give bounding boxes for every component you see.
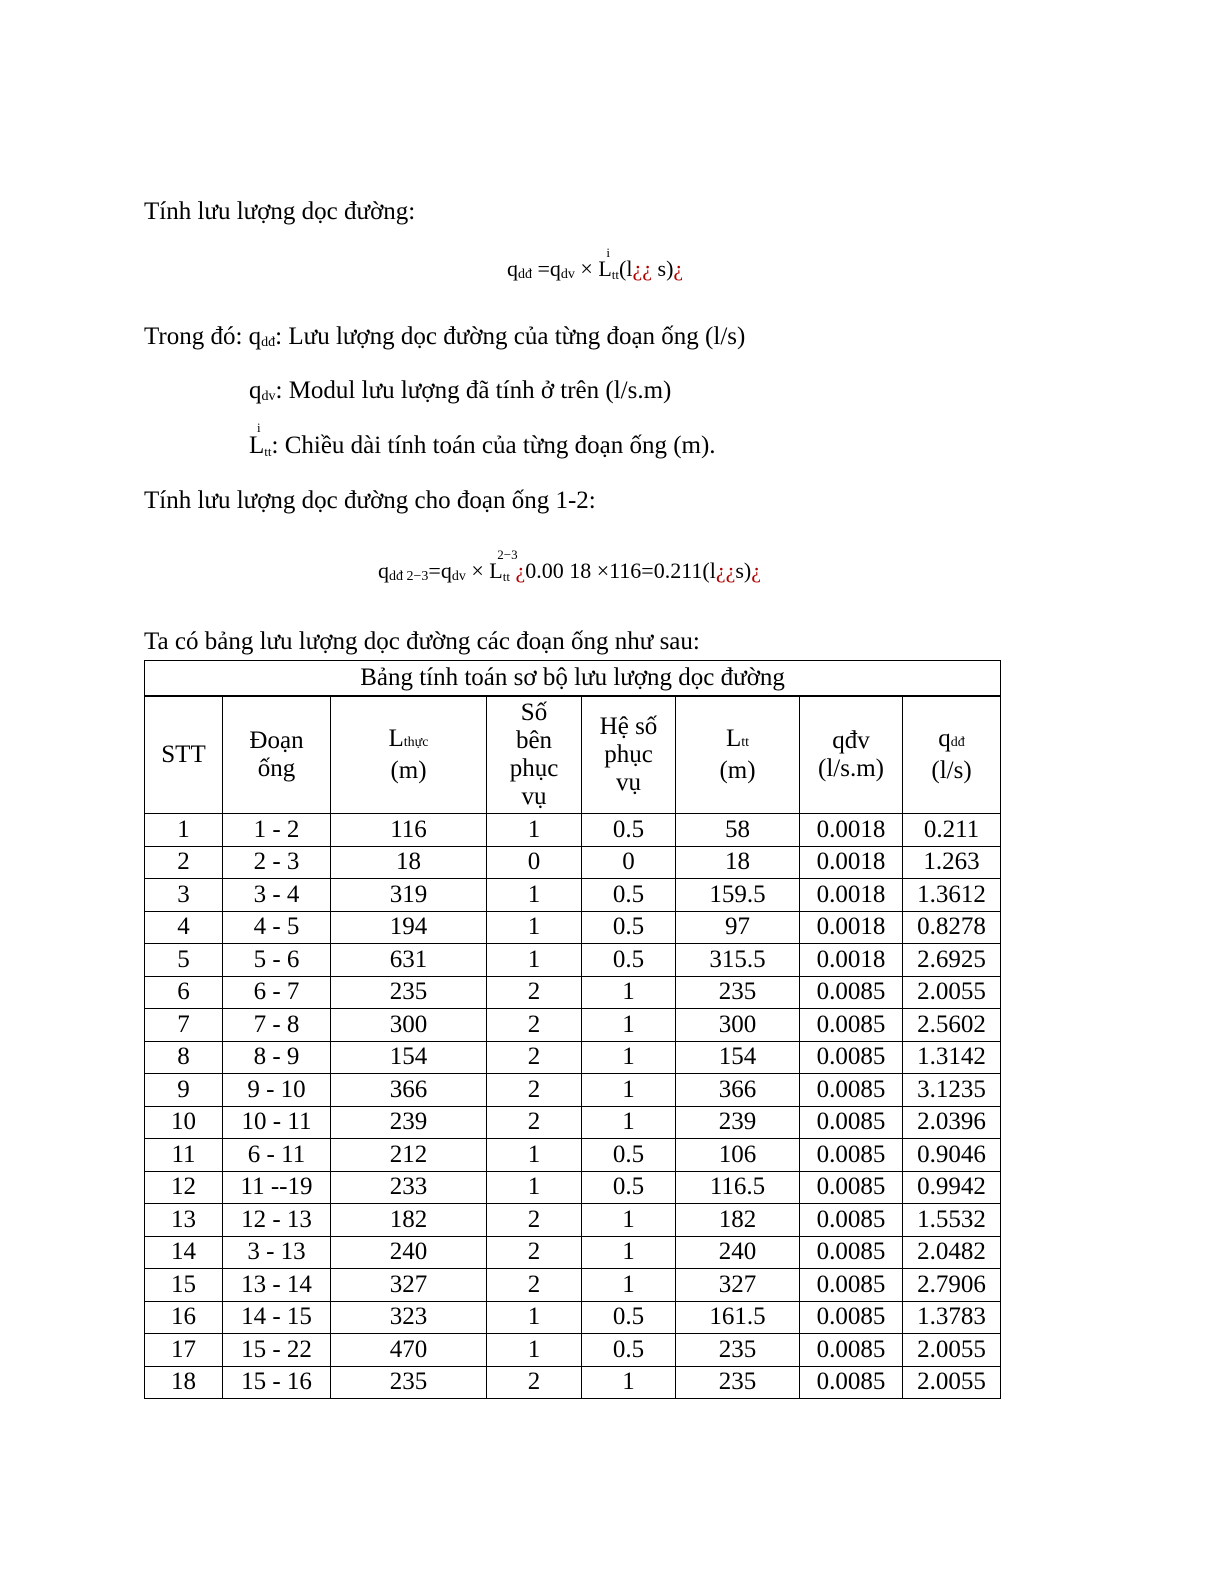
formula2-calc: 0.00 18 ×116=0.211(l [525,558,716,583]
header-ltt-unit: (m) [719,757,756,784]
legend-L [249,420,272,459]
cell-so-ben: 0 [487,846,582,879]
cell-stt: 1 [145,814,223,847]
table-row [145,1074,1001,1107]
cell-he-so: 0.5 [582,911,676,944]
cell-he-so: 0.5 [582,1334,676,1367]
cell-lthuc: 327 [331,1269,487,1302]
table-row [145,846,1001,879]
cell-ltt: 235 [676,976,800,1009]
header-lthuc-sub: thực [403,735,429,750]
formula2-sub-dd: dđ 2−3 [389,569,429,584]
cell-doan: 14 - 15 [223,1301,331,1334]
legend-L-sub: tt [264,444,272,459]
table-row [145,944,1001,977]
cell-qdv: 0.0018 [800,944,903,977]
table-row [145,1269,1001,1302]
header-soben-4: vụ [521,783,547,810]
heading-doan-1-2: Tính lưu lượng dọc đường cho đoạn ống 1-2: [144,487,596,514]
cell-he-so: 0.5 [582,814,676,847]
header-lthuc-unit: (m) [390,757,427,784]
formula2-junk-3: ¿ [751,558,762,583]
cell-he-so: 1 [582,1269,676,1302]
cell-qdv: 0.0018 [800,846,903,879]
cell-stt: 18 [145,1366,223,1399]
cell-doan: 5 - 6 [223,944,331,977]
cell-stt: 12 [145,1171,223,1204]
table-row [145,1334,1001,1367]
cell-stt: 14 [145,1236,223,1269]
header-soben-2: bên [515,727,553,754]
formula2-L-letter: L [489,558,503,583]
cell-so-ben: 2 [487,1074,582,1107]
cell-stt: 4 [145,911,223,944]
cell-doan: 15 - 16 [223,1366,331,1399]
header-doan-2: ống [257,755,296,782]
header-qdv [800,696,903,814]
cell-so-ben: 1 [487,879,582,912]
formula-s: s) [652,256,674,281]
cell-qdv: 0.0085 [800,1009,903,1042]
cell-doan: 15 - 22 [223,1334,331,1367]
table-row [145,879,1001,912]
cell-ltt: 154 [676,1041,800,1074]
cell-so-ben: 1 [487,1334,582,1367]
cell-ltt: 239 [676,1106,800,1139]
cell-stt: 16 [145,1301,223,1334]
cell-lthuc: 212 [331,1139,487,1172]
cell-doan: 12 - 13 [223,1204,331,1237]
table-row [145,1204,1001,1237]
header-qdd-sub: dđ [950,735,965,750]
cell-so-ben: 2 [487,1009,582,1042]
cell-he-so: 0.5 [582,1171,676,1204]
cell-doan: 4 - 5 [223,911,331,944]
cell-he-so: 1 [582,1204,676,1237]
header-qdd-q: q [938,725,951,752]
cell-he-so: 1 [582,1041,676,1074]
header-ltt-sub: tt [741,735,750,750]
header-lthuc-L: L [388,725,404,752]
flow-table [144,660,1001,1399]
cell-lthuc: 182 [331,1204,487,1237]
cell-doan: 13 - 14 [223,1269,331,1302]
formula-qdd-2-3 [378,547,762,584]
cell-lthuc: 323 [331,1301,487,1334]
formula-sub-dv: dv [560,267,575,282]
legend-dv-q: q [249,377,262,404]
cell-doan: 2 - 3 [223,846,331,879]
cell-lthuc: 235 [331,1366,487,1399]
cell-ltt: 159.5 [676,879,800,912]
cell-so-ben: 1 [487,911,582,944]
header-qdd-unit: (l/s) [931,757,972,784]
cell-ltt: 315.5 [676,944,800,977]
formula-qdd [507,245,684,282]
cell-ltt: 18 [676,846,800,879]
header-soben-3: phục [509,755,559,782]
cell-he-so: 1 [582,1106,676,1139]
cell-qdd: 2.0396 [903,1106,1001,1139]
cell-lthuc: 240 [331,1236,487,1269]
cell-qdd: 1.263 [903,846,1001,879]
table-row [145,1366,1001,1399]
cell-stt: 9 [145,1074,223,1107]
cell-so-ben: 2 [487,1269,582,1302]
cell-doan: 9 - 10 [223,1074,331,1107]
cell-qdv: 0.0085 [800,1334,903,1367]
cell-lthuc: 154 [331,1041,487,1074]
formula2-q: q [378,558,389,583]
formula2-junk-2: ¿¿ [715,558,736,583]
cell-ltt: 182 [676,1204,800,1237]
cell-stt: 6 [145,976,223,1009]
formula-junk-1: ¿¿ [632,256,653,281]
cell-doan: 8 - 9 [223,1041,331,1074]
cell-stt: 11 [145,1139,223,1172]
cell-qdv: 0.0085 [800,1236,903,1269]
cell-doan: 3 - 13 [223,1236,331,1269]
cell-stt: 15 [145,1269,223,1302]
cell-lthuc: 470 [331,1334,487,1367]
cell-lthuc: 300 [331,1009,487,1042]
cell-qdd: 0.9046 [903,1139,1001,1172]
cell-lthuc: 18 [331,846,487,879]
formula2-eq: =q [428,558,452,583]
cell-qdd: 2.0482 [903,1236,1001,1269]
cell-he-so: 1 [582,1366,676,1399]
legend-dv-sub: dv [261,389,276,404]
table-row [145,814,1001,847]
cell-qdd: 1.3142 [903,1041,1001,1074]
cell-lthuc: 233 [331,1171,487,1204]
legend-dd-sub: dđ [261,335,276,350]
formula-sub-dd: dđ [518,267,532,282]
table-row [145,1301,1001,1334]
table-row [145,1106,1001,1139]
cell-qdd: 2.5602 [903,1009,1001,1042]
cell-he-so: 1 [582,1236,676,1269]
cell-qdv: 0.0018 [800,814,903,847]
header-heso-2: phục [604,741,653,768]
header-soben-1: Số [520,699,548,726]
cell-ltt: 240 [676,1236,800,1269]
cell-doan: 3 - 4 [223,879,331,912]
cell-qdv: 0.0085 [800,976,903,1009]
header-lthuc [331,696,487,814]
table-row [145,1139,1001,1172]
formula2-junk-1: ¿ [515,558,526,583]
cell-qdv: 0.0085 [800,1139,903,1172]
table-caption: Bảng tính toán sơ bộ lưu lượng dọc đường [145,661,1001,697]
legend-dd-text: : Lưu lượng dọc đường của từng đoạn ống (l/s) [275,323,746,350]
cell-so-ben: 2 [487,976,582,1009]
cell-qdv: 0.0018 [800,879,903,912]
formula-L-sub: tt [611,267,620,282]
formula2-L-sup: 2−3 [497,547,518,562]
cell-qdd: 1.3783 [903,1301,1001,1334]
formula2-L-sub: tt [502,569,510,584]
formula-q: q [507,256,518,281]
cell-qdd: 0.9942 [903,1171,1001,1204]
cell-qdv: 0.0085 [800,1204,903,1237]
cell-qdd: 2.0055 [903,1334,1001,1367]
cell-so-ben: 2 [487,1106,582,1139]
cell-he-so: 1 [582,1009,676,1042]
formula-L-sup: i [606,245,610,260]
legend-qdd [144,324,745,350]
cell-qdv: 0.0085 [800,1366,903,1399]
cell-ltt: 97 [676,911,800,944]
legend-qdv [249,378,671,404]
cell-qdv: 0.0085 [800,1171,903,1204]
cell-so-ben: 1 [487,1301,582,1334]
cell-lthuc: 194 [331,911,487,944]
cell-so-ben: 1 [487,944,582,977]
cell-ltt: 235 [676,1334,800,1367]
cell-ltt: 106 [676,1139,800,1172]
cell-qdv: 0.0085 [800,1301,903,1334]
cell-qdv: 0.0085 [800,1106,903,1139]
cell-ltt: 58 [676,814,800,847]
cell-ltt: 300 [676,1009,800,1042]
table-row [145,976,1001,1009]
cell-stt: 7 [145,1009,223,1042]
cell-he-so: 1 [582,1074,676,1107]
cell-qdd: 0.211 [903,814,1001,847]
cell-lthuc: 235 [331,976,487,1009]
table-body [145,814,1001,1399]
heading-bang: Ta có bảng lưu lượng dọc đường các đoạn ống như sau: [144,628,700,655]
formula2-s: s) [735,558,752,583]
cell-doan: 7 - 8 [223,1009,331,1042]
cell-ltt: 366 [676,1074,800,1107]
cell-he-so: 0.5 [582,1301,676,1334]
cell-so-ben: 2 [487,1236,582,1269]
cell-so-ben: 2 [487,1204,582,1237]
cell-ltt: 327 [676,1269,800,1302]
cell-qdd: 1.3612 [903,879,1001,912]
cell-ltt: 116.5 [676,1171,800,1204]
formula-tail: (l [619,256,633,281]
formula2-sub-dv: dv [451,569,466,584]
cell-lthuc: 366 [331,1074,487,1107]
header-so-ben [487,696,582,814]
cell-qdv: 0.0085 [800,1269,903,1302]
legend-L-text: : Chiều dài tính toán của từng đoạn ống (m). [271,432,716,459]
legend-L-sup: i [257,420,261,435]
cell-so-ben: 2 [487,1366,582,1399]
legend-dv-text: : Modul lưu lượng đã tính ở trên (l/s.m) [275,377,672,404]
legend-lead: Trong đó: q [144,323,262,350]
cell-qdd: 2.7906 [903,1269,1001,1302]
cell-qdv: 0.0085 [800,1074,903,1107]
formula-L [598,245,620,282]
cell-stt: 2 [145,846,223,879]
cell-lthuc: 319 [331,879,487,912]
formula-junk-2: ¿ [673,256,684,281]
legend-ltt [249,420,716,459]
cell-doan: 6 - 7 [223,976,331,1009]
cell-he-so: 0.5 [582,944,676,977]
table-row [145,1171,1001,1204]
table-row [145,911,1001,944]
cell-ltt: 235 [676,1366,800,1399]
cell-so-ben: 2 [487,1041,582,1074]
cell-qdd: 3.1235 [903,1074,1001,1107]
heading-tinh-luu-luong: Tính lưu lượng dọc đường: [144,198,416,225]
table-row [145,1041,1001,1074]
cell-stt: 13 [145,1204,223,1237]
cell-he-so: 0 [582,846,676,879]
cell-doan: 10 - 11 [223,1106,331,1139]
cell-so-ben: 1 [487,814,582,847]
header-qdv-label: qđv [832,727,870,754]
cell-stt: 8 [145,1041,223,1074]
cell-he-so: 0.5 [582,879,676,912]
cell-stt: 10 [145,1106,223,1139]
cell-doan: 6 - 11 [223,1139,331,1172]
cell-qdd: 0.8278 [903,911,1001,944]
formula2-L [489,547,518,584]
cell-qdd: 2.0055 [903,1366,1001,1399]
header-doan-1: Đoạn [249,727,304,754]
header-heso-3: vụ [616,769,641,796]
cell-stt: 5 [145,944,223,977]
cell-he-so: 0.5 [582,1139,676,1172]
formula-eq: =q [537,256,561,281]
legend-L-letter: L [249,432,265,459]
cell-qdd: 2.6925 [903,944,1001,977]
table-header-row [145,696,1001,814]
cell-he-so: 1 [582,976,676,1009]
cell-doan: 1 - 2 [223,814,331,847]
table-row [145,1236,1001,1269]
header-doan-ong [223,696,331,814]
cell-ltt: 161.5 [676,1301,800,1334]
header-ltt [676,696,800,814]
formula2-times: × [471,558,484,583]
header-ltt-L: L [725,725,742,752]
header-heso-1: Hệ số [599,713,658,740]
cell-qdd: 1.5532 [903,1204,1001,1237]
cell-lthuc: 116 [331,814,487,847]
header-qdd [903,696,1001,814]
cell-qdd: 2.0055 [903,976,1001,1009]
cell-qdv: 0.0018 [800,911,903,944]
header-stt: STT [145,696,223,814]
table-row [145,1009,1001,1042]
cell-so-ben: 1 [487,1139,582,1172]
cell-stt: 17 [145,1334,223,1367]
cell-lthuc: 239 [331,1106,487,1139]
formula-L-letter: L [598,256,612,281]
cell-doan: 11 --19 [223,1171,331,1204]
formula-times: × [580,256,593,281]
cell-qdv: 0.0085 [800,1041,903,1074]
cell-lthuc: 631 [331,944,487,977]
cell-stt: 3 [145,879,223,912]
header-he-so [582,696,676,814]
cell-so-ben: 1 [487,1171,582,1204]
header-qdv-unit: (l/s.m) [818,755,884,782]
